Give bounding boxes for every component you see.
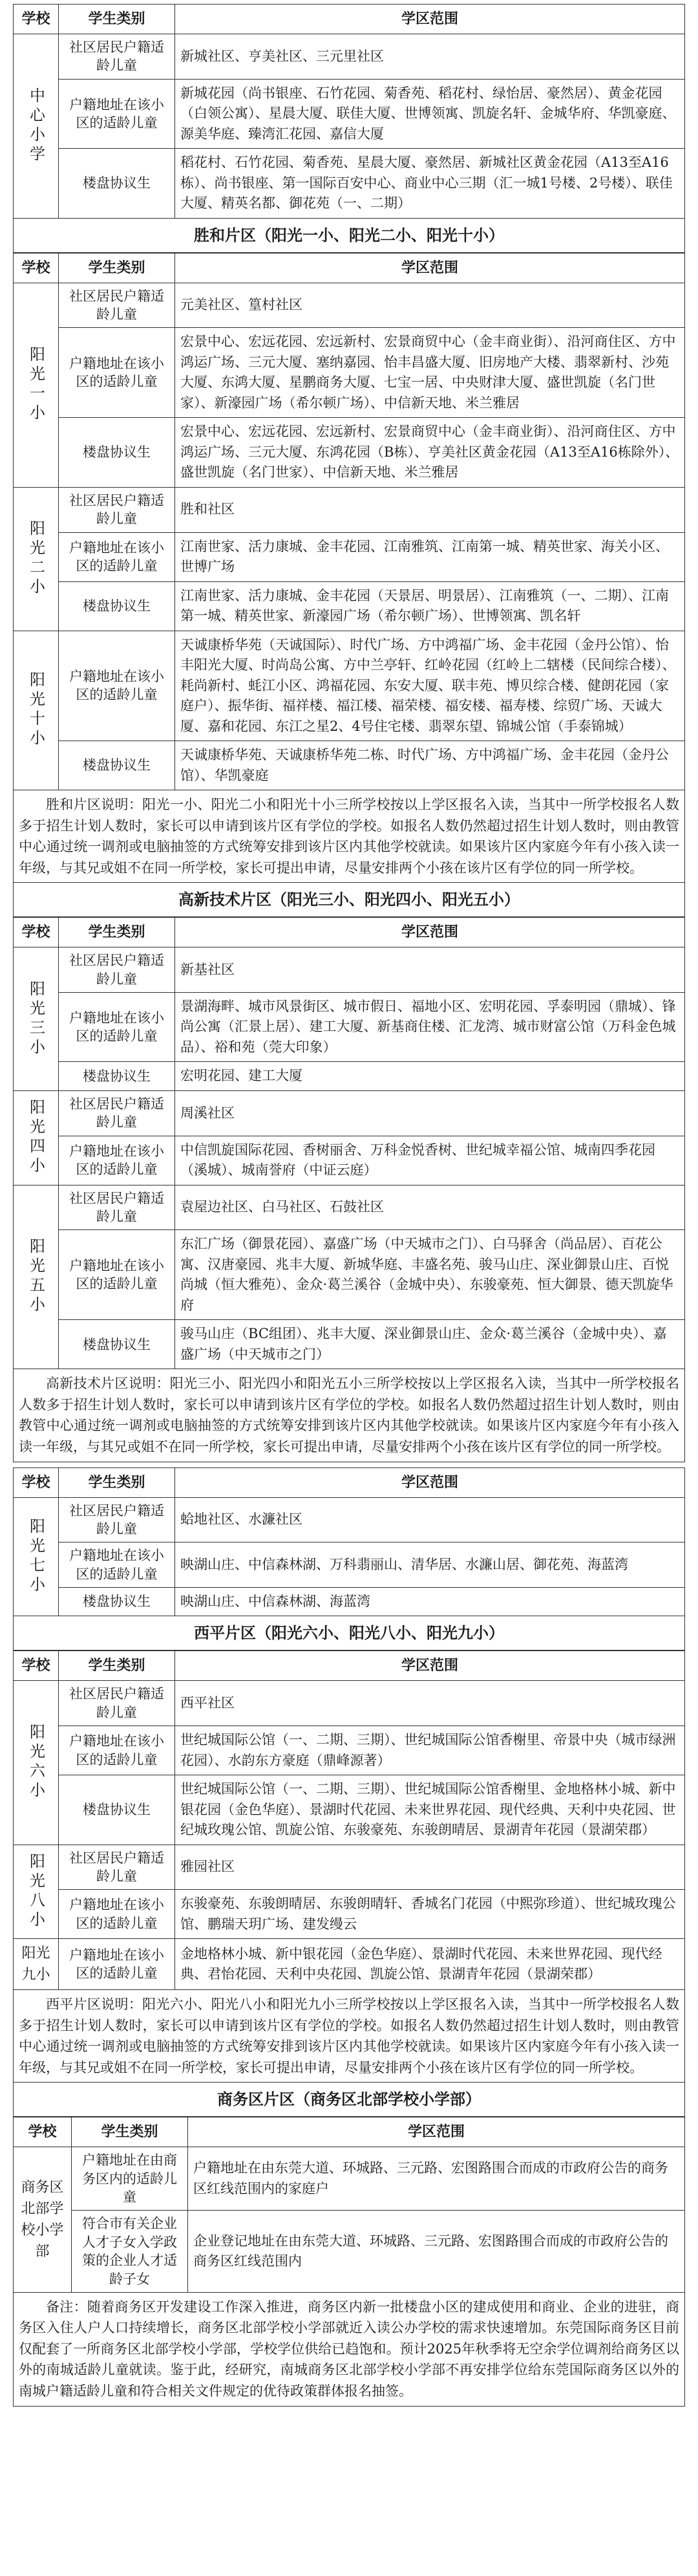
zone-scope: 胜和社区: [175, 487, 685, 532]
student-category: 符合市有关企业人才子女入学政策的企业人才适龄子女: [72, 2211, 188, 2292]
header-category: 学生类别: [59, 1651, 175, 1681]
student-category: 楼盘协议生: [59, 1587, 175, 1616]
header-scope: 学区范围: [175, 1651, 685, 1681]
zone-scope: 元美社区、篁村社区: [175, 283, 685, 328]
student-category: 户籍地址在由商务区内的适龄儿童: [72, 2147, 188, 2211]
zone-note: 西平片区说明：阳光六小、阳光八小和阳光九小三所学校按以上学区报名入读，当其中一所学校报名人数多于招生计划人数时，家长可以申请到该片区有学位的学校。如报名人数仍然超过招生计划人数时，则由教管中心通过统一调剂或电脑抽签的方式统筹安排到该片区内其他学校就读。如果该片区内家庭今年有小孩入读一年级，与其兄或姐不在同一所学校，家长可提出申请，尽量安排两个小孩在该片区有学位的同一所学校。: [14, 1990, 685, 2083]
zone-scope: 宏景中心、宏远花园、宏远新村、宏景商贸中心（金丰商业街）、沿河商住区、方中鸿运广场、三元大厦、塞纳嘉园、怡丰昌盛大厦、旧房地产大楼、翡翠新村、沙苑大厦、东鸿大厦、星鹏商务大厦、七宝一居、中央财津大厦、盛世凯旋（名门世家）、新濠园广场（希尔顿广场）、中信新天地、米兰雅居: [175, 328, 685, 418]
zone-scope: 映湖山庄、中信森林湖、万科翡丽山、清华居、水濂山居、御花苑、海蓝湾: [175, 1542, 685, 1588]
header-category: 学生类别: [59, 5, 175, 34]
table-row: [14, 1369, 685, 1462]
table-header: [14, 1467, 685, 1497]
student-category: 楼盘协议生: [59, 1775, 175, 1845]
school-name: 阳光六小: [14, 1681, 59, 1845]
table-row: [14, 1497, 685, 1542]
student-category: 户籍地址在该小区的适龄儿童: [59, 328, 175, 418]
header-category: 学生类别: [72, 2117, 188, 2147]
table-row: [14, 1845, 685, 1890]
table-row: [14, 1587, 685, 1616]
student-category: 户籍地址在该小区的适龄儿童: [59, 1136, 175, 1185]
table-row: [14, 1185, 685, 1230]
table-header: [14, 253, 685, 283]
table-row: [14, 1775, 685, 1845]
school-name: 阳光四小: [14, 1090, 59, 1185]
table-row: [14, 947, 685, 993]
header-scope: 学区范围: [175, 1467, 685, 1497]
zone-scope: 宏明花园、建工大厦: [175, 1062, 685, 1091]
table-row: [14, 1230, 685, 1320]
student-category: 社区居民户籍适龄儿童: [59, 1185, 175, 1230]
section-title-gaoxin: 高新技术片区（阳光三小、阳光四小、阳光五小）: [13, 883, 685, 917]
zone-scope: 映湖山庄、中信森林湖、海蓝湾: [175, 1587, 685, 1616]
table-row: [14, 532, 685, 581]
student-category: 社区居民户籍适龄儿童: [59, 1681, 175, 1726]
table-row: [14, 992, 685, 1062]
header-scope: 学区范围: [175, 5, 685, 34]
table-row: [14, 1090, 685, 1136]
zone-scope: 企业登记地址在由东莞大道、环城路、三元路、宏图路围合而成的市政府公告的商务区红线范围内: [188, 2211, 685, 2292]
school-name: 阳光七小: [14, 1497, 59, 1616]
zone-scope: 江南世家、活力康城、金丰花园（天景居、明景居）、江南雅筑（一、二期）、江南第一城、精英世家、新濠园广场（希尔顿广场）、世博领寓、凯名轩: [175, 581, 685, 631]
header-category: 学生类别: [59, 918, 175, 947]
student-category: 社区居民户籍适龄儿童: [59, 1845, 175, 1890]
table-row: [14, 790, 685, 883]
table-shangwu: [13, 2117, 685, 2406]
header-school: 学校: [14, 918, 59, 947]
student-category: 社区居民户籍适龄儿童: [59, 1497, 175, 1542]
zone-scope: 西平社区: [175, 1681, 685, 1726]
table-row: [14, 741, 685, 790]
student-category: 社区居民户籍适龄儿童: [59, 487, 175, 532]
section-title-shangwu: 商务区片区（商务区北部学校小学部）: [13, 2083, 685, 2117]
zone-scope: 雅园社区: [175, 1845, 685, 1890]
table-row: [14, 79, 685, 149]
student-category: 户籍地址在该小区的适龄儿童: [59, 1726, 175, 1775]
table-row: [14, 1136, 685, 1185]
header-school: 学校: [14, 2117, 72, 2147]
section-title-shengli: 胜和片区（阳光一小、阳光二小、阳光十小）: [13, 219, 685, 253]
table-header: [14, 1651, 685, 1681]
table-row: [14, 1939, 685, 1990]
student-category: 楼盘协议生: [59, 149, 175, 219]
student-category: 户籍地址在该小区的适龄儿童: [59, 1890, 175, 1939]
table-row: [14, 487, 685, 532]
table-row: [14, 328, 685, 418]
table-row: [14, 418, 685, 488]
table-xiping: [13, 1651, 685, 2083]
zone-note: 高新技术片区说明：阳光三小、阳光四小和阳光五小三所学校按以上学区报名入读，当其中一所学校报名人数多于招生计划人数时，家长可以申请到该片区有学位的学校。如报名人数仍然超过招生计划人数时，则由教管中心通过统一调剂或电脑抽签的方式统筹安排到该片区内其他学校就读。如果该片区内家庭今年有小孩入读一年级，与其兄或姐不在同一所学校，家长可提出申请，尽量安排两个小孩在该片区有学位的同一所学校。: [14, 1369, 685, 1462]
school-name: 阳光十小: [14, 631, 59, 790]
school-name: 商务区北部学校小学部: [14, 2147, 72, 2292]
table-row: [14, 149, 685, 219]
table-row: [14, 1681, 685, 1726]
student-category: 社区居民户籍适龄儿童: [59, 1090, 175, 1136]
zone-note: 胜和片区说明：阳光一小、阳光二小和阳光十小三所学校按以上学区报名入读，当其中一所学校报名人数多于招生计划人数时，家长可以申请到该片区有学位的学校。如报名人数仍然超过招生计划人数时，则由教管中心通过统一调剂或电脑抽签的方式统筹安排到该片区内其他学校就读。如果该片区内家庭今年有小孩入读一年级，与其兄或姐不在同一所学校，家长可提出申请，尽量安排两个小孩在该片区有学位的同一所学校。: [14, 790, 685, 883]
student-category: 户籍地址在该小区的适龄儿童: [59, 79, 175, 149]
school-name: 阳光五小: [14, 1185, 59, 1369]
table-row: [14, 1542, 685, 1588]
student-category: 户籍地址在该小区的适龄儿童: [59, 1230, 175, 1320]
student-category: 户籍地址在该小区的适龄儿童: [59, 1939, 175, 1990]
student-category: 户籍地址在该小区的适龄儿童: [59, 1542, 175, 1588]
header-school: 学校: [14, 1651, 59, 1681]
table-gaoxin: [13, 917, 685, 1462]
zone-scope: 天诚康桥华苑、天诚康桥华苑二栋、时代广场、方中鸿福广场、金丰花园（金丹公馆）、华凯豪庭: [175, 741, 685, 790]
zone-scope: 天诚康桥华苑（天诚国际）、时代广场、方中鸿福广场、金丰花园（金丹公馆）、怡丰阳光大厦、时尚岛公寓、方中兰亭轩、红岭花园（红岭上二辖楼（民间综合楼）、耗尚新村、蚝江小区、鸿福花园、东安大厦、联丰苑、博贝综合楼、健朗花园（家庭户）、振华街、福祥楼、福江楼、福荣楼、福安楼、福寿楼、综贸广场、天诚大厦、嘉和花园、东江之星2、4号住宅楼、翡翠东望、锦城公馆（手泰锦城）: [175, 631, 685, 741]
school-name: 中心小学: [14, 34, 59, 219]
student-category: 社区居民户籍适龄儿童: [59, 34, 175, 80]
school-name: 阳光九小: [14, 1939, 59, 1990]
table-row: [14, 34, 685, 80]
zone-scope: 金地格林小城、新中银花园（金色华庭）、景湖时代花园、未来世界花园、现代经典、君怡花园、天利中央花园、凯旋公馆、景湖青年花园（景湖荣郡）: [175, 1939, 685, 1990]
student-category: 楼盘协议生: [59, 1062, 175, 1091]
student-category: 楼盘协议生: [59, 1320, 175, 1369]
zone-scope: 宏景中心、宏远花园、宏远新村、宏景商贸中心（金丰商业街）、沿河商住区、方中鸿运广场、三元大厦、东鸿花园（B栋）、亨美社区黄金花园（A13至A16栋除外）、盛世凯旋（名门世家）、中信新天地、米兰雅居: [175, 418, 685, 488]
school-name: 阳光一小: [14, 283, 59, 487]
zone-scope: 世纪城国际公馆（一、二期、三期）、世纪城国际公馆香榭里、帝景中央（城市绿洲花园）、水韵东方豪庭（鼎峰源著）: [175, 1726, 685, 1775]
zone-note: 备注：随着商务区开发建设工作深入推进，商务区内新一批楼盘小区的建成使用和商业、企业的进驻，商务区入住人户人口持续增长，商务区北部学校小学部就近入读公办学校的需求快速增加。东莞国际商务区目前仅配套了一所商务区北部学校小学部，学校学位供给已趋饱和。预计2025年秋季将无空余学位调剂给商务区以外的南城适龄儿童就读。鉴于此，经研究，南城商务区北部学校小学部不再安排学位给东莞国际商务区以外的南城户籍适龄儿童和符合相关文件规定的优待政策群体报名抽签。: [14, 2292, 685, 2406]
table-row: [14, 1726, 685, 1775]
student-category: 社区居民户籍适龄儿童: [59, 947, 175, 993]
school-name: 阳光三小: [14, 947, 59, 1091]
student-category: 楼盘协议生: [59, 418, 175, 488]
table-row: [14, 2211, 685, 2292]
table-row: [14, 631, 685, 741]
zone-scope: 东骏豪苑、东骏朗晴居、东骏朗晴轩、香城名门花园（中熙弥珍道）、世纪城玫瑰公馆、鹏瑞天玥广场、建发缦云: [175, 1890, 685, 1939]
zone-scope: 中信凯旋国际花园、香树丽舍、万科金悦香树、世纪城幸福公馆、城南四季花园（溪城）、城南誉府（中证云庭）: [175, 1136, 685, 1185]
student-category: 户籍地址在该小区的适龄儿童: [59, 532, 175, 581]
header-scope: 学区范围: [188, 2117, 685, 2147]
section-title-xiping: 西平片区（阳光六小、阳光八小、阳光九小）: [13, 1616, 685, 1651]
zone-scope: 骏马山庄（BC组团）、兆丰大厦、深业御景山庄、金众·葛兰溪谷（金城中央）、嘉盛广场（中天城市之门）: [175, 1320, 685, 1369]
table-row: [14, 581, 685, 631]
zone-scope: 蛤地社区、水濂社区: [175, 1497, 685, 1542]
table-header: [14, 918, 685, 947]
header-category: 学生类别: [59, 1467, 175, 1497]
table-shengli: [13, 253, 685, 883]
zone-scope: 江南世家、活力康城、金丰花园、江南雅筑、江南第一城、精英世家、海关小区、世博广场: [175, 532, 685, 581]
table-header: [14, 2117, 685, 2147]
table-row: [14, 1320, 685, 1369]
zone-scope: 新城社区、亨美社区、三元里社区: [175, 34, 685, 80]
header-scope: 学区范围: [175, 253, 685, 283]
student-category: 楼盘协议生: [59, 741, 175, 790]
zone-scope: 周溪社区: [175, 1090, 685, 1136]
zone-scope: 袁屋边社区、白马社区、石鼓社区: [175, 1185, 685, 1230]
zone-scope: 景湖海畔、城市风景街区、城市假日、福地小区、宏明花园、孚泰明园（鼎城）、锋尚公寓（汇景上居）、建工大厦、新基商住楼、汇龙湾、城市财富公馆（万科金色城品）、裕和苑（莞大印象）: [175, 992, 685, 1062]
student-category: 社区居民户籍适龄儿童: [59, 283, 175, 328]
header-scope: 学区范围: [175, 918, 685, 947]
zone-scope: 世纪城国际公馆（一、二期、三期）、世纪城国际公馆香榭里、金地格林小城、新中银花园（金色华庭）、景湖时代花园、未来世界花园、现代经典、天利中央花园、世纪城玫瑰公馆、凯旋公馆、东骏豪苑、东骏朗晴居、景湖青年花园（景湖荣郡）: [175, 1775, 685, 1845]
zone-scope: 新基社区: [175, 947, 685, 993]
student-category: 户籍地址在该小区的适龄儿童: [59, 631, 175, 741]
table-row: [14, 283, 685, 328]
zone-scope: 东汇广场（御景花园）、嘉盛广场（中天城市之门）、白马驿舍（尚品居）、百花公寓、汉唐豪园、兆丰大厦、新城华庭、丰盛名苑、骏马山庄、深业御景山庄、百悦尚城（恒大雅苑）、金众·葛兰溪谷（金城中央）、东骏豪苑、恒大御景、德天凯旋华府: [175, 1230, 685, 1320]
header-category: 学生类别: [59, 253, 175, 283]
student-category: 楼盘协议生: [59, 581, 175, 631]
header-school: 学校: [14, 5, 59, 34]
zone-scope: 稻花村、石竹花园、菊香苑、星晨大厦、豪然居、新城社区黄金花园（A13至A16栋）、尚书银座、第一国际百安中心、商业中心三期（汇一城1号楼、2号楼）、联佳大厦、精英名都、御花苑（一、二期）: [175, 149, 685, 219]
header-school: 学校: [14, 1467, 59, 1497]
table-row: [14, 1990, 685, 2083]
table-row: [14, 2292, 685, 2406]
table-zhongxin: [13, 4, 685, 219]
zone-scope: 户籍地址在由东莞大道、环城路、三元路、宏图路围合而成的市政府公告的商务区红线范围内的家庭户: [188, 2147, 685, 2211]
table-header: [14, 5, 685, 34]
table-yangguang7: [13, 1467, 685, 1617]
school-name: 阳光八小: [14, 1845, 59, 1939]
school-name: 阳光二小: [14, 487, 59, 631]
zone-scope: 新城花园（尚书银座、石竹花园、菊香苑、稻花村、绿怡居、豪然居）、黄金花园（白领公寓）、星晨大厦、联佳大厦、世博领寓、凯旋名轩、金城华府、华凯豪庭、源美华庭、臻湾汇花园、嘉信大厦: [175, 79, 685, 149]
header-school: 学校: [14, 253, 59, 283]
table-row: [14, 1062, 685, 1091]
table-row: [14, 1890, 685, 1939]
table-row: [14, 2147, 685, 2211]
enrollment-zone-document: [13, 0, 685, 2407]
student-category: 户籍地址在该小区的适龄儿童: [59, 992, 175, 1062]
